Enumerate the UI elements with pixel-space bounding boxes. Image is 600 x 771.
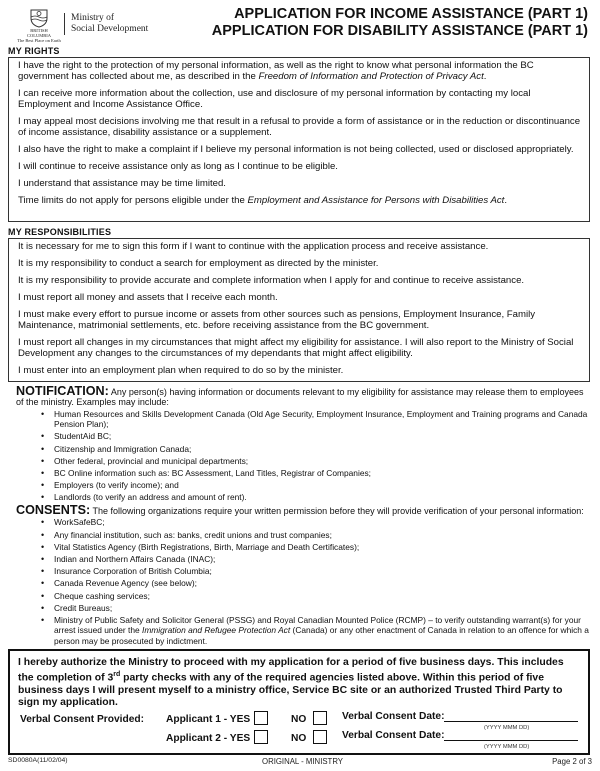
list-item (54, 615, 590, 646)
consents-section (16, 505, 590, 648)
authorization-statement (18, 657, 580, 710)
rights-p7-text: Time limits do not apply for persons eligible under the (18, 194, 248, 206)
rights-paragraph: I understand that assistance may be time limited. (18, 178, 226, 190)
notification-section (16, 386, 590, 505)
logo-line-2: COLUMBIA (26, 33, 51, 38)
responsibility-paragraph: I must report all changes in my circumstances that might affect my eligibility for assistance. I will also report to the Ministry of Social Development any changes to the circumstances of my dependants that might affect eligibility. (18, 336, 574, 359)
rights-paragraph (18, 60, 581, 82)
page-header (8, 6, 592, 44)
list-item: • Insurance Corporation of British Columbia; (54, 566, 590, 576)
responsibility-paragraph: It is my responsibility to provide accurate and complete information when I apply for and continue to receive assistance. (18, 274, 525, 286)
list-item: • WorkSafeBC; (54, 517, 590, 527)
applicant-2-date-label: Verbal Consent Date: (342, 730, 445, 741)
page-number: Page 2 of 3 (552, 757, 592, 766)
copy-designation: ORIGINAL - MINISTRY (262, 757, 344, 766)
list-item: • StudentAid BC; (54, 431, 590, 441)
notification-intro (16, 386, 590, 408)
notification-list (16, 409, 590, 503)
foippa-act-name: Freedom of Information and Protection of Privacy Act (258, 71, 484, 83)
list-item: • Landlords (to verify an address and amount of rent). (54, 492, 590, 502)
applicant-2-date-hint: (YYYY MMM DD) (484, 744, 530, 750)
responsibility-paragraph: It is my responsibility to conduct a search for employment as directed by the minister. (18, 257, 379, 269)
rights-paragraph: I may appeal most decisions involving me that result in a refusal to provide a form of assistance or in the reduction or discontinuance of income assistance, disability assistance or a supplement. (18, 116, 581, 139)
ministry-line-1: Ministry of (71, 13, 115, 23)
list-item: • Employers (to verify income); and (54, 480, 590, 490)
rights-paragraph: I also have the right to make a complaint if I believe my personal information is not being collected, used or disclosed appropriately. (18, 144, 574, 156)
authorization-box (8, 649, 590, 755)
logo-tagline: The Best Place on Earth (17, 38, 61, 43)
applicant-1-yes-checkbox[interactable] (254, 711, 268, 725)
ministry-line-2: Social Development (71, 24, 149, 34)
my-responsibilities-heading: MY RESPONSIBILITIES (8, 227, 112, 237)
pssg-text: Ministry of Public Safety and Solicitor General (PSSG) and Royal Canadian Mounted Police (RCMP) – to verify outstanding warrant(s) for your arrest issued under the (54, 615, 581, 636)
applicant-1-label: Applicant 1 - YES (166, 714, 251, 725)
notification-label: NOTIFICATION: (16, 384, 109, 398)
auth-text-a: I hereby authorize the Ministry to proceed with my application for a period of five business days. This includes the completion of 3 (18, 657, 564, 684)
list-item: • BC Online information such as: BC Assessment, Land Titles, Registrar of Companies; (54, 468, 590, 478)
applicant-1-no-checkbox[interactable] (313, 711, 327, 725)
eapwd-act-name: Employment and Assistance for Persons with Disabilities Act (247, 194, 505, 206)
rights-paragraph: I will continue to receive assistance only as long as I continue to be eligible. (18, 161, 338, 173)
form-titles (212, 6, 588, 40)
rights-p1-end: . (483, 71, 487, 83)
applicant-2-no-checkbox[interactable] (313, 730, 327, 744)
responsibility-paragraph: I must report all money and assets that I receive each month. (18, 291, 278, 303)
consents-intro-text: The following organizations require your written permission before they will provide verification of your personal information: (92, 506, 584, 516)
notification-intro-text: Any person(s) having information or documents relevant to my eligibility for assistance may release them to employees of the ministry. Examples may include: (16, 387, 584, 408)
applicant-1-date-hint: (YYYY MMM DD) (484, 725, 530, 731)
bc-crest-icon (28, 8, 50, 28)
consents-intro (16, 505, 590, 516)
form-title-1: APPLICATION FOR INCOME ASSISTANCE (PART 1) (234, 6, 588, 22)
consents-list (16, 517, 590, 646)
logo-line-1: BRITISH (30, 28, 48, 33)
verbal-consent-label: Verbal Consent Provided: (20, 714, 144, 725)
my-rights-box (8, 57, 590, 222)
applicant-1-date-field[interactable] (444, 721, 578, 722)
list-item: • Human Resources and Skills Development Canada (Old Age Security, Employment Insurance, Employment and Training programs and Canada Pension Plan); (54, 409, 590, 430)
list-item: • Any financial institution, such as: banks, credit unions and trust companies; (54, 530, 590, 540)
responsibility-paragraph: It is necessary for me to sign this form if I want to continue with the application process and receive assistance. (18, 241, 489, 252)
list-item: • Credit Bureaus; (54, 603, 590, 613)
applicant-2-label: Applicant 2 - YES (166, 733, 251, 744)
ministry-name (64, 13, 148, 35)
my-rights-heading: MY RIGHTS (8, 46, 60, 56)
form-title-2: APPLICATION FOR DISABILITY ASSISTANCE (PART 1) (211, 23, 588, 39)
applicant-1-no-label: NO (291, 714, 307, 725)
list-item: • Other federal, provincial and municipal departments; (54, 456, 590, 466)
applicant-2-no-label: NO (291, 733, 307, 744)
list-item: • Vital Statistics Agency (Birth Registrations, Birth, Marriage and Death Certificates); (54, 542, 590, 552)
rights-p7-end: . (504, 194, 507, 206)
responsibility-paragraph: I must make every effort to pursue income or assets from other sources such as pensions, Employment Insurance, Family Maintenance, matrimonial settlements, etc. before receiving assistance from the BC government. (18, 308, 536, 331)
list-item: • Cheque cashing services; (54, 591, 590, 601)
list-item: • Citizenship and Immigration Canada; (54, 444, 590, 454)
applicant-2-date-field[interactable] (444, 740, 578, 741)
irpa-act-name: Immigration and Refugee Protection Act (142, 625, 291, 636)
list-item: • Canada Revenue Agency (see below); (54, 578, 590, 588)
auth-text-b: party checks with any of the required agencies listed above. Within this period of five business days I will present myself to a ministry office, Service BC site or an authorized Trusted Third Party to sign my application. (18, 672, 563, 709)
form-id: SD0080A(11/02/04) (8, 757, 68, 764)
rights-p1-text: I have the right to the protection of my personal information, as well as the right to know what personal information the BC government has collected about me, as described in the (18, 60, 534, 83)
list-item: • Indian and Northern Affairs Canada (INAC); (54, 554, 590, 564)
responsibility-paragraph: I must enter into an employment plan when required to do so by the minister. (18, 364, 344, 376)
consents-label: CONSENTS: (16, 503, 91, 517)
my-responsibilities-box (8, 238, 590, 382)
auth-sup: rd (113, 671, 121, 679)
applicant-1-date-label: Verbal Consent Date: (342, 711, 445, 722)
applicant-2-yes-checkbox[interactable] (254, 730, 268, 744)
bc-logo (14, 8, 64, 46)
rights-paragraph: I can receive more information about the collection, use and disclosure of my personal information by contacting my local Employment and Income Assistance Office. (18, 88, 531, 111)
pssg-text-end: (Canada) or any other enactment of Canada in relation to an offence for which a person may be prosecuted by indictment. (54, 625, 589, 646)
rights-paragraph (18, 195, 581, 206)
